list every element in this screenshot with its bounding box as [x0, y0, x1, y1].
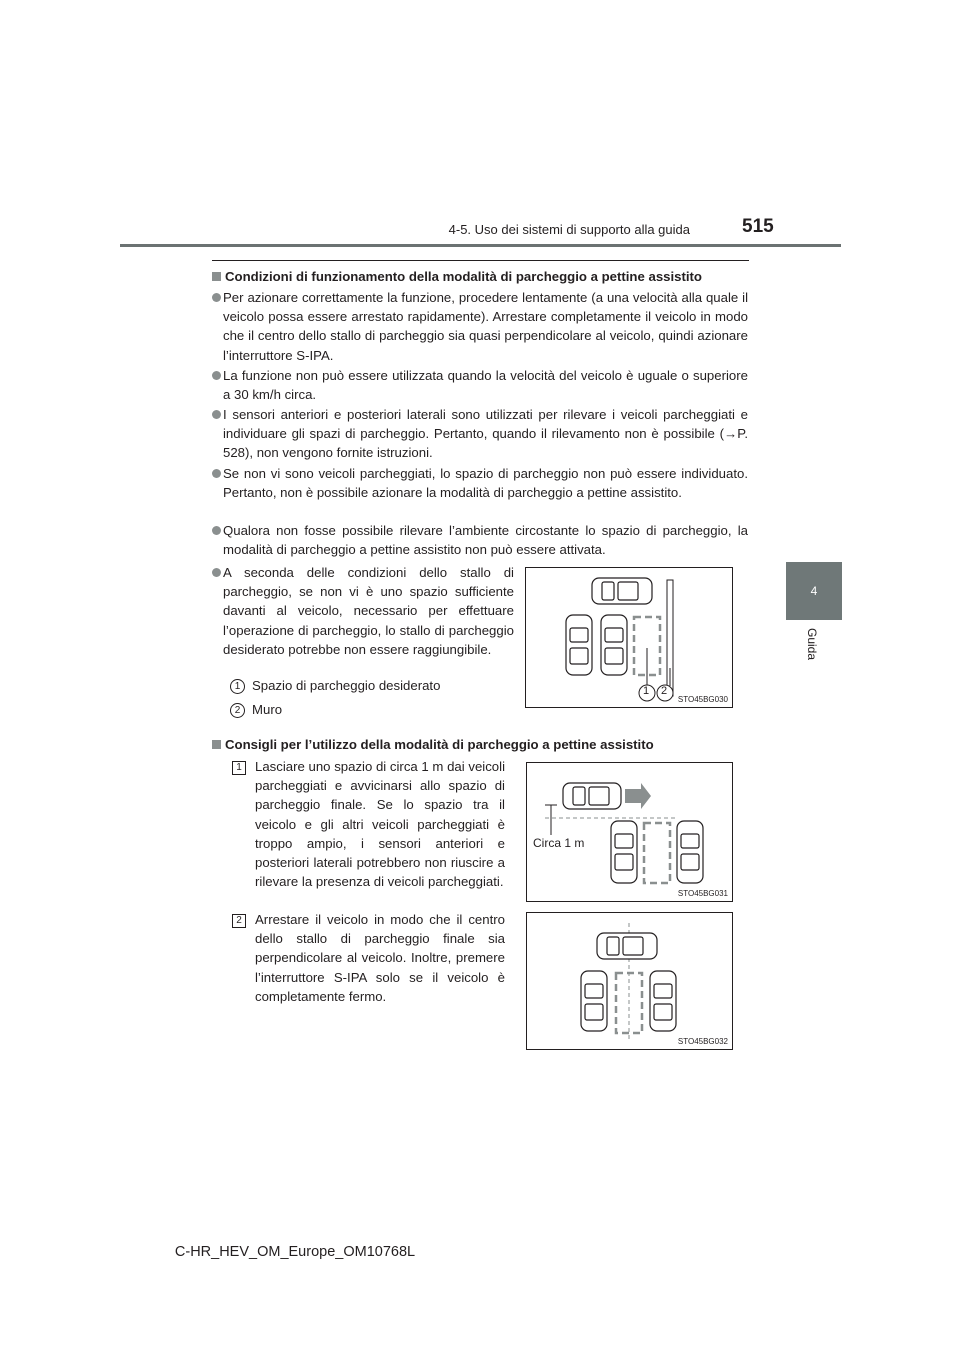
square-bullet-icon	[212, 272, 221, 281]
chapter-label: Guida	[805, 628, 819, 661]
parking-illustration-1	[525, 567, 733, 708]
callout-number: 2	[230, 703, 245, 718]
bullet-item: Per azionare correttamente la funzione, procedere lentamente (a una velocità alla quale il veicolo possa essere arrestato rapidamente). Arrestare completamente il veicolo in modo che il centro dello stallo di parcheggio sia quasi perpendicolare al veicolo, quindi azionare l’interruttore S-IPA.	[223, 288, 748, 365]
section1-heading: Condizioni di funzionamento della modalità di parcheggio a pettine assistito	[212, 268, 702, 286]
arrow-right-icon	[625, 783, 651, 809]
legend-item: 2 Muro	[230, 701, 282, 719]
square-bullet-icon	[212, 740, 221, 749]
bullet-dot-icon	[212, 410, 221, 419]
parking-illustration-3	[526, 912, 733, 1050]
car-illustration	[597, 933, 657, 959]
step-number: 1	[232, 761, 246, 775]
car-illustration	[677, 821, 703, 883]
car-illustration	[601, 615, 627, 675]
step-text: Lasciare uno spazio di circa 1 m dai veicoli parcheggiati e avvicinarsi allo spazio di parcheggio finale. Se lo spazio tra il veicolo e gli altri veicoli parcheggiati è troppo ampio, i sensori anteriori e posteriori laterali potrebbero non riuscire a rilevare la presenza di veicoli parcheggiati.	[255, 759, 505, 890]
step-text: Arrestare il veicolo in modo che il centro dello stallo di parcheggio finale sia perpendicolare al veicolo. Inoltre, premere l’interruttore S-IPA solo se il veicolo è completamente fermo.	[255, 912, 505, 1004]
bullet-item: Se non vi sono veicoli parcheggiati, lo spazio di parcheggio non può essere individuato. Pertanto, non è possibile azionare la modalità di parcheggio a pettine assistito.	[223, 464, 748, 502]
legend-item: 1 Spazio di parcheggio desiderato	[230, 677, 440, 695]
target-space-outline	[644, 823, 670, 883]
chapter-tab: 4	[786, 562, 842, 620]
section2-heading: Consigli per l’utilizzo della modalità di parcheggio a pettine assistito	[212, 736, 654, 754]
car-illustration	[581, 971, 607, 1031]
bullet-item: I sensori anteriori e posteriori laterali sono utilizzati per rilevare i veicoli parcheggiati e individuare gli spazi di parcheggio. Pertanto, quando il rilevamento non è possibile (→P. 528), non vengono fornite istruzioni.	[223, 405, 748, 463]
document-code: C-HR_HEV_OM_Europe_OM10768L	[174, 1244, 416, 1260]
figure-code: STO45BG031	[677, 889, 728, 898]
section-divider	[212, 260, 749, 261]
bullet-dot-icon	[212, 293, 221, 302]
car-illustration	[566, 615, 592, 675]
bullet-item: La funzione non può essere utilizzata quando la velocità del veicolo è uguale o superiore a 30 km/h circa.	[223, 366, 748, 404]
figure-callout: 2	[661, 685, 668, 697]
car-illustration	[592, 578, 652, 604]
header-rule	[120, 244, 841, 247]
distance-label: Circa 1 m	[533, 836, 585, 850]
page-number: 515	[742, 216, 774, 237]
bullet-dot-icon	[212, 568, 221, 577]
bullet-item: Qualora non fosse possibile rilevare l’ambiente circostante lo spazio di parcheggio, la modalità di parcheggio a pettine assistito non può essere attivata.	[223, 521, 748, 559]
bullet-dot-icon	[212, 526, 221, 535]
car-illustration	[650, 971, 676, 1031]
step-number: 2	[232, 914, 246, 928]
parking-illustration-2	[526, 762, 733, 902]
section-title: 4-5. Uso dei sistemi di supporto alla guida	[448, 222, 690, 237]
figure-code: STO45BG032	[677, 1037, 728, 1046]
bullet-item: A seconda delle condizioni dello stallo di parcheggio, se non vi è uno spazio sufficiente davanti al veicolo, necessario per effettuare l’operazione di parcheggio, lo stallo di parcheggio desiderato potrebbe non essere raggiungibile.	[223, 563, 514, 659]
figure-callout: 1	[643, 685, 650, 697]
figure-code: STO45BG030	[677, 695, 728, 704]
car-illustration	[611, 821, 637, 883]
callout-number: 1	[230, 679, 245, 694]
bullet-dot-icon	[212, 371, 221, 380]
bullet-dot-icon	[212, 469, 221, 478]
car-illustration	[563, 783, 621, 809]
